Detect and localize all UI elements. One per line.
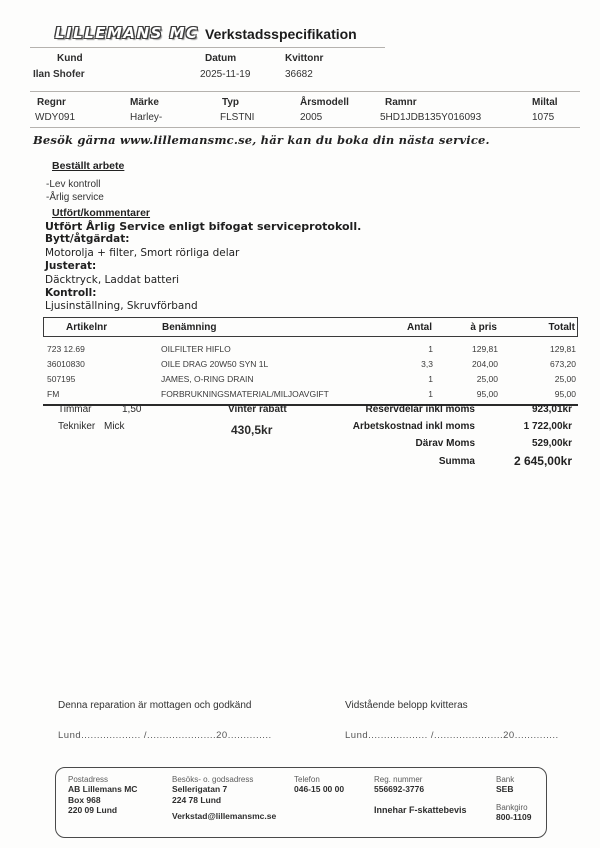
company-name: AB Lillemans MC bbox=[68, 784, 138, 794]
table-row bbox=[43, 386, 578, 401]
cell-artikelnr: 723 12.69 bbox=[47, 343, 85, 354]
signature-right-text: Vidstående belopp kvitteras bbox=[345, 700, 468, 711]
telefon-label: Telefon bbox=[294, 775, 320, 784]
ordered-work-item: -Årlig service bbox=[46, 192, 104, 203]
cell-totalt: 95,00 bbox=[554, 388, 576, 399]
totals-section bbox=[0, 401, 600, 476]
ordered-work-item: -Lev kontroll bbox=[46, 179, 101, 190]
cell-artikelnr: 507195 bbox=[47, 373, 76, 384]
kontroll-label: Kontroll: bbox=[45, 287, 97, 300]
signature-left-text: Denna reparation är mottagen och godkänd bbox=[58, 700, 252, 711]
kund-value: Ilan Shofer bbox=[33, 69, 85, 80]
signature-right-dateline: Lund................... /......................20.............. bbox=[345, 730, 559, 741]
regnummer-label: Reg. nummer bbox=[374, 775, 423, 784]
kvittonr-label: Kvittonr bbox=[285, 53, 324, 64]
bankgiro-label: Bankgiro bbox=[496, 802, 528, 812]
kund-label: Kund bbox=[57, 53, 83, 64]
arsmodell-label: Årsmodell bbox=[300, 97, 349, 108]
bankgiro-value: 800-1109 bbox=[496, 811, 532, 822]
items-table bbox=[43, 317, 578, 406]
cell-a-pris: 129,81 bbox=[472, 343, 498, 354]
cell-antal: 1 bbox=[428, 373, 433, 384]
cell-totalt: 25,00 bbox=[554, 373, 576, 384]
cell-antal: 1 bbox=[428, 388, 433, 399]
bytt-value: Motorolja + filter, Smort rörliga delar bbox=[45, 246, 240, 259]
cell-artikelnr: 36010830 bbox=[47, 358, 85, 369]
miltal-value: 1075 bbox=[532, 112, 555, 123]
performed-summary: Utfört Årlig Service enligt bifogat serviceprotokoll. bbox=[45, 220, 362, 233]
arsmodell-value: 2005 bbox=[300, 112, 323, 123]
footer-besoksadress bbox=[172, 775, 290, 832]
cell-antal: 3,3 bbox=[421, 358, 433, 369]
footer-postadress bbox=[68, 775, 168, 832]
po-box: Box 968 bbox=[68, 794, 101, 805]
datum-label: Datum bbox=[205, 53, 237, 64]
moms-value: 529,00kr bbox=[531, 438, 572, 449]
divider-vehicle bbox=[30, 127, 580, 128]
kvittonr-value: 36682 bbox=[285, 69, 313, 80]
cell-totalt: 673,20 bbox=[550, 358, 576, 369]
document-title: Verkstadsspecifikation bbox=[205, 26, 357, 42]
postadress-label: Postadress bbox=[68, 775, 109, 784]
workshop-email: Verkstad@lillemansmc.se bbox=[172, 811, 277, 821]
footer-contact-box bbox=[55, 767, 547, 838]
datum-value: 2025-11-19 bbox=[200, 69, 251, 80]
performed-block bbox=[45, 220, 361, 314]
arbetskostnad-label: Arbetskostnad inkl moms bbox=[352, 421, 475, 432]
rabatt-value: 430,5kr bbox=[231, 423, 273, 437]
table-row bbox=[43, 341, 578, 356]
col-header-artikelnr: Artikelnr bbox=[66, 321, 108, 333]
reservdelar-label: Reservdelar inkl moms bbox=[365, 404, 475, 415]
ramnr-value: 5HD1JDB135Y016093 bbox=[380, 112, 482, 123]
bytt-label: Bytt/åtgärdat: bbox=[45, 233, 130, 246]
visit-city: 224 78 Lund bbox=[172, 794, 222, 805]
bank-label: Bank bbox=[496, 775, 515, 784]
footer-telefon bbox=[294, 775, 370, 832]
promo-line: Besök gärna www.lillemansmc.se, här kan du boka din nästa service. bbox=[33, 133, 490, 147]
bank-value: SEB bbox=[496, 784, 514, 794]
cell-a-pris: 204,00 bbox=[472, 358, 498, 369]
performed-heading: Utfört/kommentarer bbox=[52, 207, 151, 219]
cell-a-pris: 95,00 bbox=[476, 388, 498, 399]
cell-totalt: 129,81 bbox=[550, 343, 576, 354]
justerat-label: Justerat: bbox=[45, 260, 97, 273]
cell-a-pris: 25,00 bbox=[476, 373, 498, 384]
company-logo: LILLEMANS MC bbox=[55, 24, 199, 42]
typ-label: Typ bbox=[222, 97, 240, 108]
col-header-benamning: Benämning bbox=[162, 321, 217, 333]
table-row bbox=[43, 356, 578, 371]
cell-antal: 1 bbox=[428, 343, 433, 354]
table-row bbox=[43, 371, 578, 386]
moms-label: Därav Moms bbox=[415, 438, 475, 449]
summa-value: 2 645,00kr bbox=[513, 454, 572, 468]
postal-city: 220 09 Lund bbox=[68, 805, 118, 815]
cell-benamning: FORBRUKNINGSMATERIAL/MILJOAVGIFT bbox=[161, 388, 329, 399]
marke-label: Märke bbox=[130, 97, 159, 108]
typ-value: FLSTNI bbox=[220, 112, 255, 123]
regnr-label: Regnr bbox=[37, 97, 66, 108]
divider-header bbox=[30, 47, 385, 48]
col-header-totalt: Totalt bbox=[548, 321, 575, 333]
tekniker-value: Mick bbox=[104, 421, 125, 432]
summa-label: Summa bbox=[438, 456, 475, 467]
cell-benamning: OILFILTER HIFLO bbox=[161, 343, 231, 354]
tekniker-label: Tekniker bbox=[58, 421, 96, 432]
telefon-value: 046-15 00 00 bbox=[294, 784, 345, 794]
signature-left-dateline: Lund................... /......................20.............. bbox=[58, 730, 272, 741]
arbetskostnad-value: 1 722,00kr bbox=[523, 421, 572, 432]
miltal-label: Miltal bbox=[532, 97, 558, 108]
regnr-value: WDY091 bbox=[35, 112, 76, 123]
kontroll-value: Ljusinställning, Skruvförband bbox=[45, 300, 198, 313]
f-skattebevis: Innehar F-skattebevis bbox=[374, 804, 467, 815]
cell-benamning: OILE DRAG 20W50 SYN 1L bbox=[161, 358, 269, 369]
col-header-antal: Antal bbox=[407, 321, 432, 333]
besok-label: Besöks- o. godsadress bbox=[172, 775, 254, 784]
ramnr-label: Ramnr bbox=[385, 97, 417, 108]
items-table-header bbox=[43, 317, 578, 337]
reservdelar-value: 923,01kr bbox=[531, 404, 572, 415]
cell-artikelnr: FM bbox=[47, 388, 60, 399]
divider-customer bbox=[30, 91, 580, 92]
ordered-work-heading: Beställt arbete bbox=[52, 160, 125, 172]
street-address: Sellerigatan 7 bbox=[172, 784, 228, 794]
justerat-value: Däcktryck, Laddat batteri bbox=[45, 273, 180, 286]
timmar-value: 1,50 bbox=[122, 404, 142, 415]
marke-value: Harley- bbox=[130, 112, 163, 123]
timmar-label: Timmar bbox=[58, 404, 92, 415]
cell-benamning: JAMES, O-RING DRAIN bbox=[161, 373, 254, 384]
regnummer-value: 556692-3776 bbox=[374, 784, 425, 794]
col-header-a-pris: à pris bbox=[470, 321, 497, 333]
footer-regnummer bbox=[374, 775, 492, 832]
rabatt-label: Vinter rabatt bbox=[228, 404, 287, 415]
footer-bank bbox=[496, 775, 542, 832]
